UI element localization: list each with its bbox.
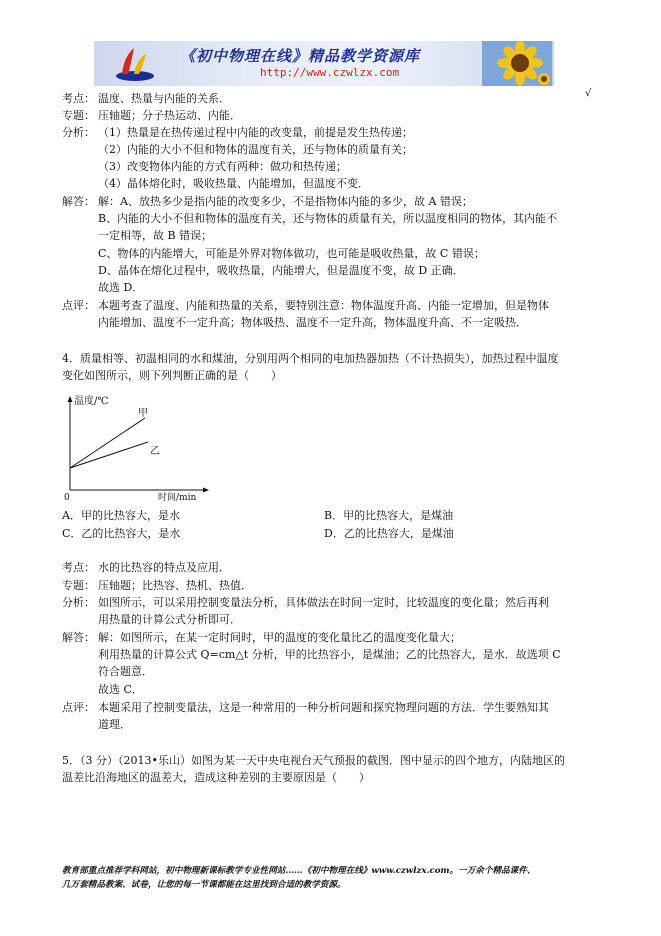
header-banner bbox=[94, 41, 554, 86]
q4-jieda-label: 解答： bbox=[62, 631, 95, 644]
q3-fenxi-line: （3）改变物体内能的方式有两种：做功和热传递； bbox=[98, 160, 347, 173]
site-logo-icon bbox=[114, 46, 156, 82]
footer-line: 几万套精品教案、试卷，让您的每一节课都能在这里找到合适的教学资源。 bbox=[62, 880, 346, 890]
q4-zhuanti-label: 专题： bbox=[62, 579, 95, 592]
q3-jieda-line: 解：A、放热多少是指内能的改变多少，不是指物体内能的多少，故 A 错误； bbox=[98, 195, 473, 208]
q4-stem-line: 4．质量相等、初温相同的水和煤油，分别用两个相同的电加热器加热（不计热损失），加热过程中温度 bbox=[62, 352, 559, 365]
q4-option-a: A．甲的比热容大，是水 bbox=[62, 509, 180, 522]
line-yi bbox=[70, 442, 148, 468]
sunflower-icon bbox=[482, 41, 552, 86]
y-axis-arrow-icon bbox=[68, 396, 73, 402]
q3-jieda-label: 解答： bbox=[62, 195, 95, 208]
q4-kaodian: 水的比热容的特点及应用． bbox=[98, 561, 230, 574]
q4-fenxi-line: 用热量的计算公式分析即可． bbox=[98, 613, 241, 626]
q3-fenxi-line: （4）晶体熔化时，吸收热量、内能增加，但温度不变． bbox=[98, 177, 369, 190]
q4-option-b: B．甲的比热容大，是煤油 bbox=[324, 509, 454, 522]
q4-jieda-line: 解：如图所示，在某一定时间时，甲的温度的变化量比乙的温度变化量大； bbox=[98, 631, 461, 644]
banner-title: 《初中物理在线》精品教学资源库 bbox=[180, 47, 421, 65]
q4-option-d: D．乙的比热容大，是煤油 bbox=[324, 527, 454, 540]
q3-kaodian: 温度、热量与内能的关系． bbox=[98, 92, 230, 105]
q4-dianping-label: 点评： bbox=[62, 701, 95, 714]
q3-kaodian-label: 考点： bbox=[62, 92, 95, 105]
q4-jieda-line: 符合题意． bbox=[98, 665, 153, 678]
q3-fenxi-line: （1）热量是在热传递过程中内能的改变量，前提是发生热传递； bbox=[98, 126, 413, 139]
q3-dianping-line: 内能增加、温度不一定升高；物体吸热、温度不一定升高，物体温度升高、不一定吸热． bbox=[98, 316, 527, 329]
q4-dianping-line: 本题采用了控制变量法，这是一种常用的一种分析问题和探究物理问题的方法．学生要熟知其 bbox=[98, 701, 549, 714]
q3-fenxi-line: （2）内能的大小不但和物体的温度有关，还与物体的质量有关； bbox=[98, 143, 413, 156]
x-axis-arrow-icon bbox=[203, 488, 209, 493]
q4-jieda-line: 利用热量的计算公式 Q=cm△t 分析，甲的比热容小，是煤油；乙的比热容大，是水．故选项 C bbox=[98, 648, 561, 661]
q3-jieda-line: B、内能的大小不但和物体的温度有关，还与物体的质量有关，所以温度相同的物体，其内能不 bbox=[98, 212, 558, 225]
q3-jieda-line: 一定相等，故 B 错误； bbox=[98, 229, 213, 242]
q3-fenxi-label: 分析： bbox=[62, 126, 95, 139]
temperature-time-graph bbox=[60, 392, 210, 504]
q4-kaodian-label: 考点： bbox=[62, 561, 95, 574]
q4-dianping-line: 道理． bbox=[98, 718, 131, 731]
chart-xlabel: 时间/min bbox=[158, 493, 197, 503]
chart-origin: 0 bbox=[64, 493, 70, 503]
footer-line: 教育部重点推荐学科网站，初中物理新课标教学专业性网站……《初中物理在线》www.czwlzx.com。一万余个精品课件、 bbox=[62, 866, 536, 876]
banner-url: http://www.czwlzx.com bbox=[260, 66, 400, 79]
q4-stem-line: 变化如图所示，则下列判断正确的是（ ） bbox=[62, 369, 282, 382]
q3-jieda-line: D、晶体在熔化过程中，吸收热量，内能增大，但是温度不变，故 D 正确． bbox=[98, 264, 464, 277]
q3-dianping-label: 点评： bbox=[62, 299, 95, 312]
chart-ylabel: 温度/℃ bbox=[74, 396, 109, 407]
q3-dianping-line: 本题考查了温度、内能和热量的关系，要特别注意：物体温度升高、内能一定增加，但是物体 bbox=[98, 299, 549, 312]
q4-option-c: C．乙的比热容大，是水 bbox=[62, 527, 181, 540]
q4-jieda-line: 故选 C． bbox=[98, 683, 143, 696]
q5-stem-line: 温差比沿海地区的温差大，造成这种差别的主要原因是（ ） bbox=[62, 771, 370, 784]
q4-fenxi-label: 分析： bbox=[62, 596, 95, 609]
q3-zhuanti-label: 专题： bbox=[62, 109, 95, 122]
chart-label-jia: 甲 bbox=[138, 408, 148, 419]
q5-stem-line: 5．（3 分）（2013•乐山）如图为某一天中央电视台天气预报的截图．图中显示的四个地方，内陆地区的 bbox=[62, 754, 565, 767]
q4-fenxi-line: 如图所示，可以采用控制变量法分析，具体做法在时间一定时，比较温度的变化量；然后再利 bbox=[98, 596, 549, 609]
chart-label-yi: 乙 bbox=[150, 446, 160, 457]
q3-jieda-line: 故选 D． bbox=[98, 281, 144, 294]
line-jia bbox=[70, 418, 145, 468]
q3-jieda-line: C、物体的内能增大，可能是外界对物体做功，也可能是吸收热量，故 C 错误； bbox=[98, 247, 485, 260]
q4-zhuanti: 压轴题；比热容、热机、热值． bbox=[98, 579, 252, 592]
corner-mark: √ bbox=[585, 88, 592, 99]
q3-zhuanti: 压轴题；分子热运动、内能． bbox=[98, 109, 241, 122]
